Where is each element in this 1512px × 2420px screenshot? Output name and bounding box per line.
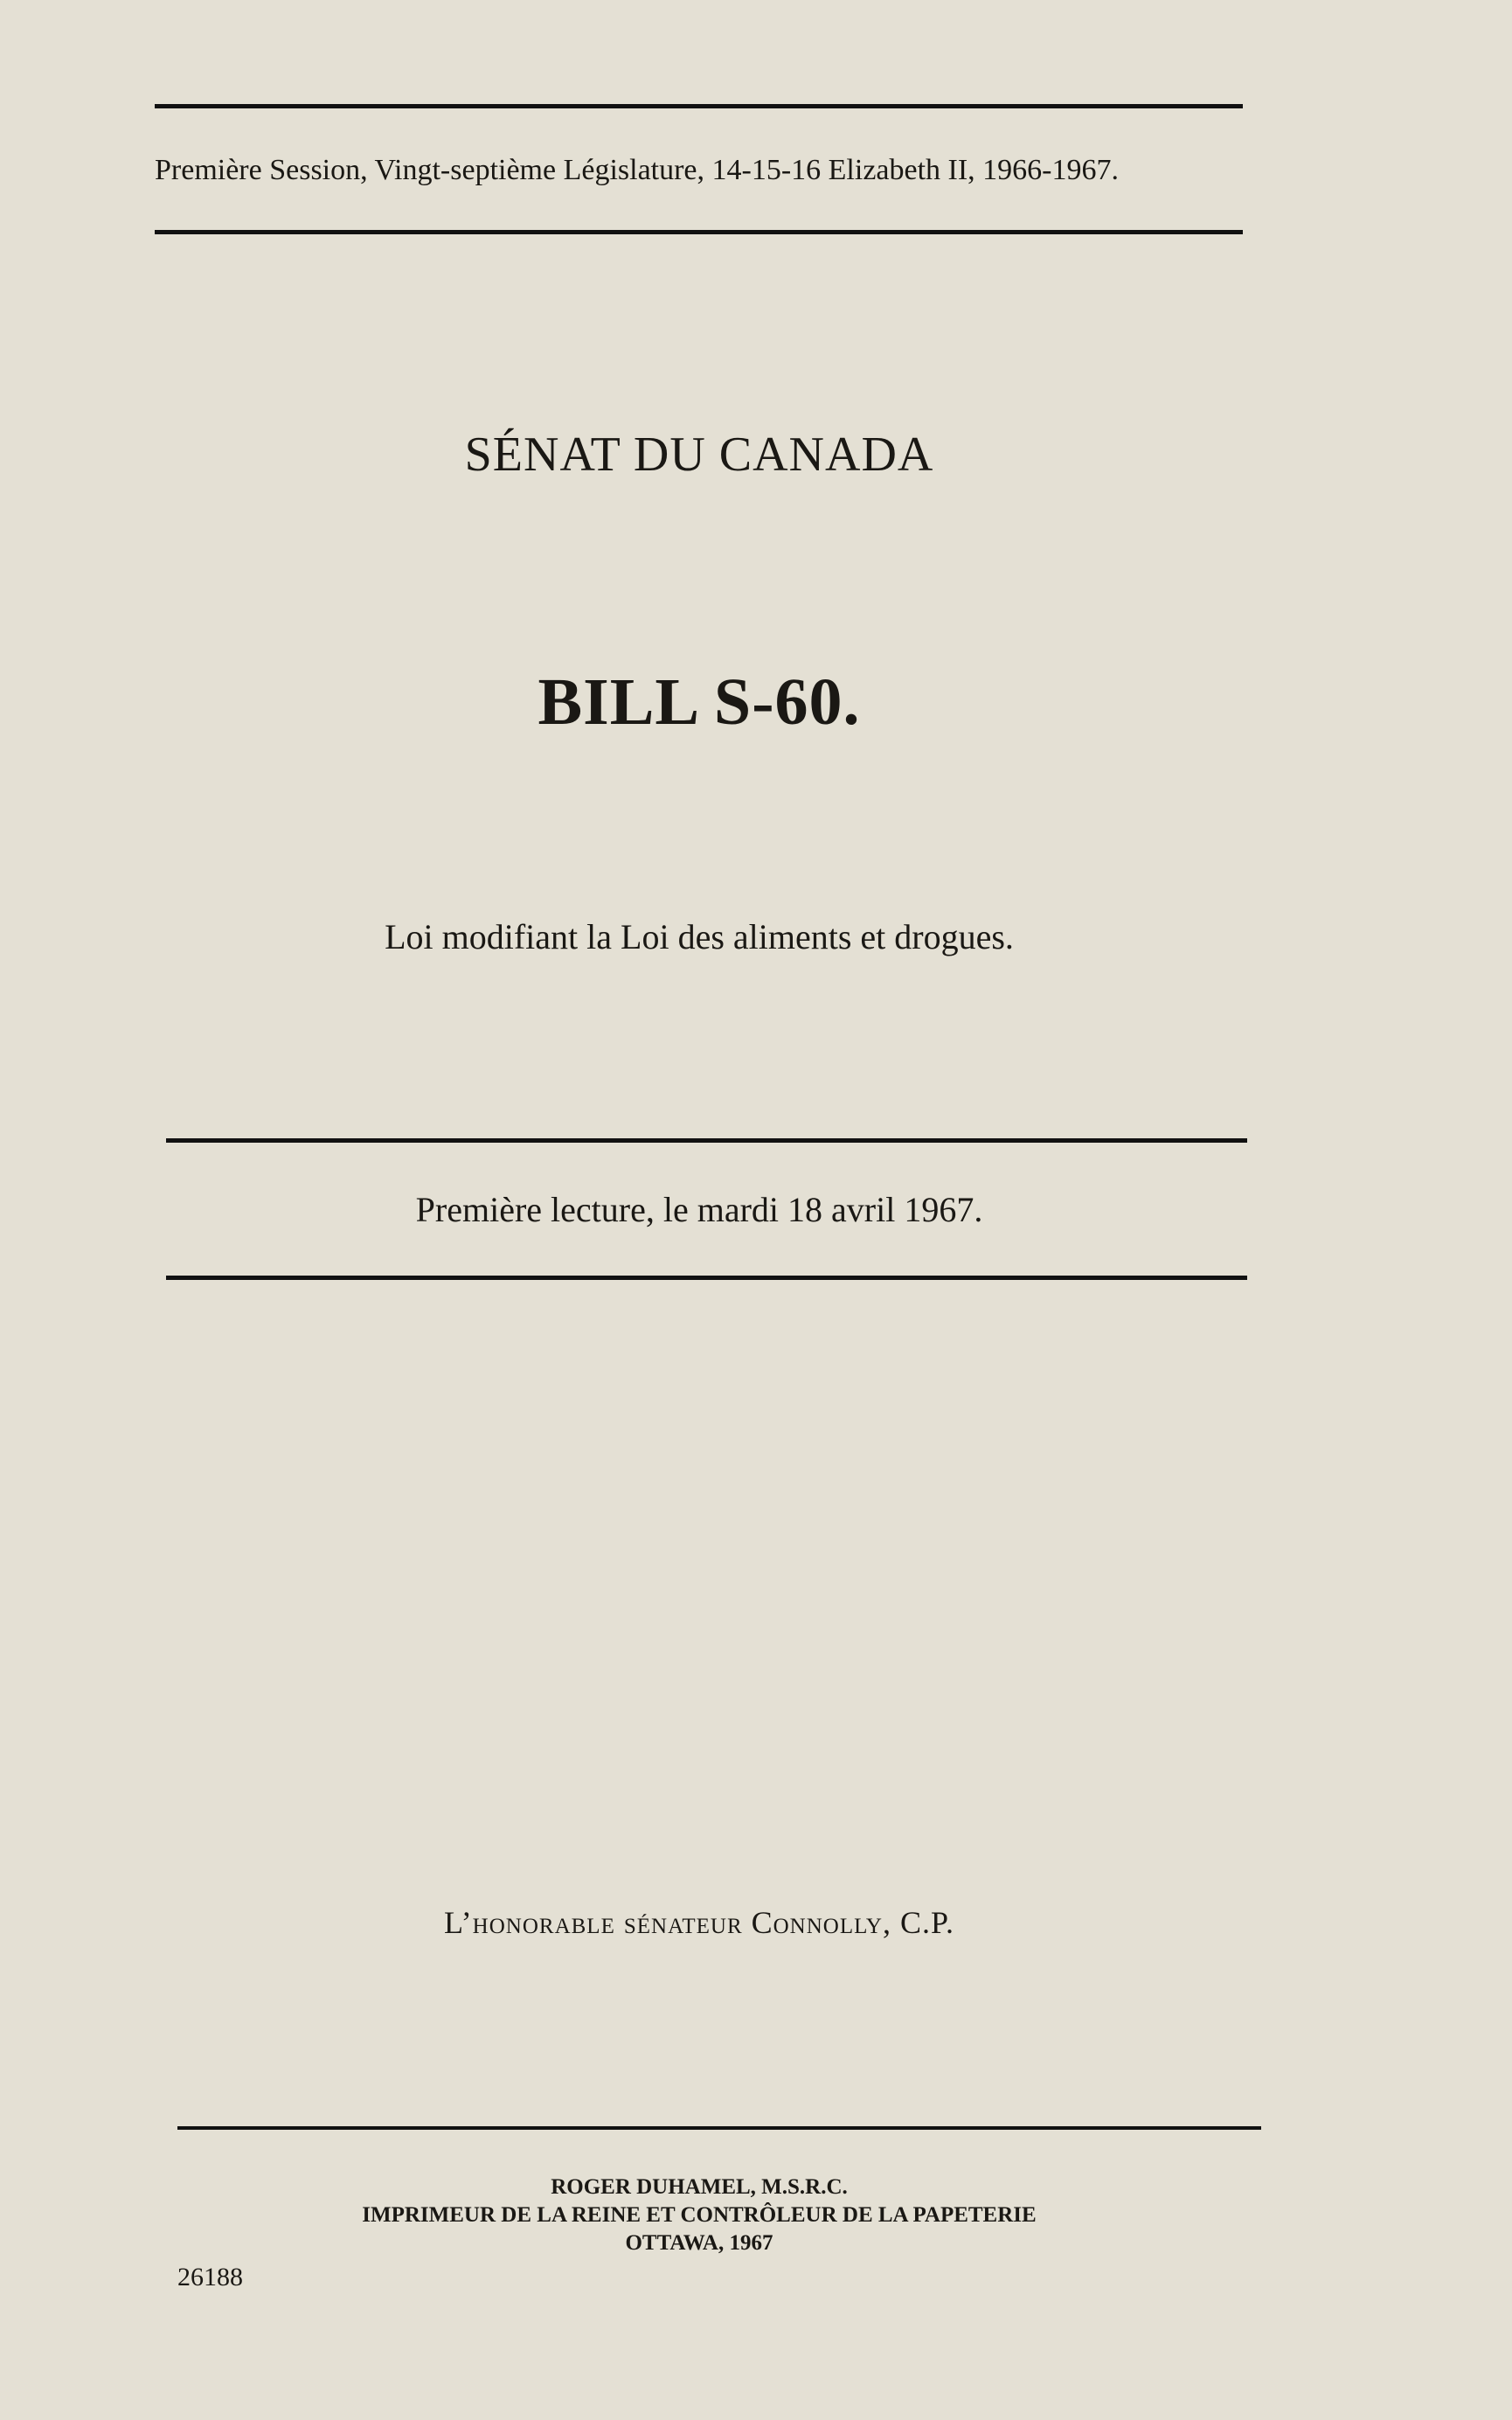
- reading-rule-bottom: [166, 1276, 1247, 1280]
- first-reading: Première lecture, le mardi 18 avril 1967.: [415, 1190, 983, 1229]
- sponsor-name: L’honorable sénateur Connolly, C.P.: [444, 1905, 954, 1940]
- bill-number: BILL S-60.: [538, 665, 861, 739]
- sponsor: [0, 1904, 1398, 1941]
- document-number: 26188: [177, 2263, 243, 2291]
- session-line: Première Session, Vingt-septième Législature, 14-15-16 Elizabeth II, 1966-1967.: [155, 154, 1120, 186]
- session-rule: [155, 230, 1243, 234]
- bill-title: Loi modifiant la Loi des aliments et drogues.: [385, 917, 1014, 956]
- printer-line-1: ROGER DUHAMEL, M.S.R.C.: [551, 2175, 848, 2199]
- top-rule: [155, 104, 1243, 108]
- senate-heading: SÉNAT DU CANADA: [464, 428, 934, 482]
- printer-block: [0, 2173, 1398, 2257]
- printer-line-2: IMPRIMEUR DE LA REINE ET CONTRÔLEUR DE LA PAPETERIE: [362, 2203, 1037, 2227]
- printer-line-3: OTTAWA, 1967: [625, 2231, 773, 2255]
- printer-rule: [177, 2126, 1261, 2130]
- reading-rule-top: [166, 1138, 1247, 1143]
